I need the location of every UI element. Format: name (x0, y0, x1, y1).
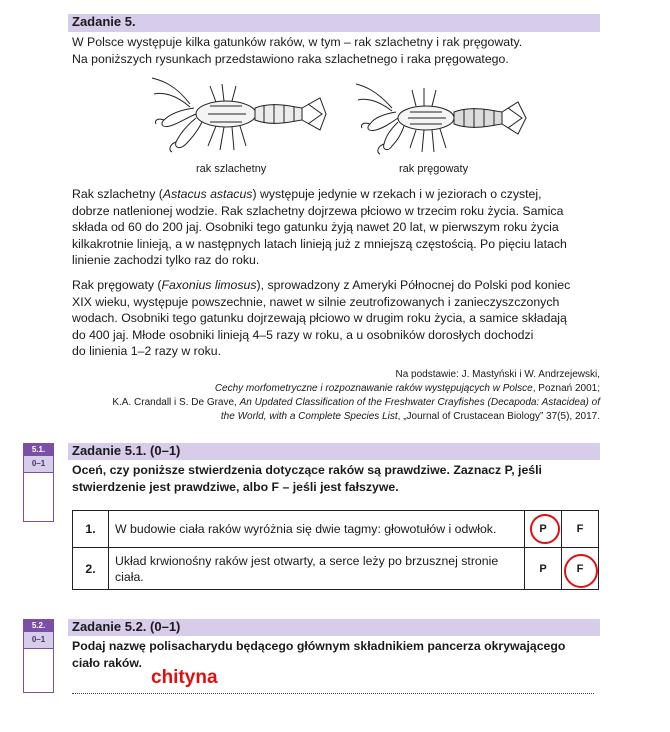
statement-text: Układ krwionośny raków jest otwarty, a serce leży po brzusznej stronie (115, 553, 499, 568)
source-line (112, 382, 600, 396)
score-box[interactable] (23, 648, 54, 693)
text: ), sprowadzony z Ameryki Północnej do Polski pod koniec (256, 278, 571, 292)
paragraph-line: do linienia 1–2 razy w roku. (72, 344, 222, 359)
figure-caption: rak szlachetny (196, 163, 267, 175)
paragraph-line (72, 277, 570, 294)
task-title: Zadanie 5. (72, 14, 136, 29)
task51-badge (23, 443, 54, 522)
task-number-badge: 5.2. (23, 619, 54, 632)
row-number: 2. (73, 548, 109, 590)
answer-mark-circle (564, 554, 598, 588)
option-label: P (539, 523, 547, 535)
paragraph-line: kilkakrotnie linieją, a w następnych latach linieją już z mniejszą częstością. Po pięciu latach (72, 236, 567, 251)
answer-line[interactable] (72, 692, 594, 694)
task-number-badge: 5.1. (23, 443, 54, 456)
paragraph-line: linienie zachodzi tylko raz do roku. (72, 253, 260, 268)
source-title: An Updated Classification of the Freshwater Crayfishes (Decapoda: Astacidea) of (239, 397, 600, 408)
task52-instruction (72, 638, 565, 672)
source-line (112, 396, 600, 410)
paragraph-line: do 400 jaj. Młode osobniki linieją 4–5 razy w roku, a u osobników dorosłych dochodzi (72, 327, 534, 342)
true-false-table (72, 510, 599, 590)
option-label: F (576, 562, 584, 575)
task52-title: Zadanie 5.2. (0–1) (72, 619, 181, 634)
source-title: Cechy morfometryczne i rozpoznawanie raków występujących w Polsce (214, 383, 533, 394)
text: ) występuje jedynie w rzekach i w jeziorach o czystej, (252, 187, 542, 201)
task-intro (72, 34, 522, 67)
option-f[interactable] (562, 511, 599, 548)
intro-line: Na poniższych rysunkach przedstawiono raka szlachetnego i raka pręgowatego. (72, 51, 509, 66)
task51-header (68, 443, 600, 460)
table-row (73, 511, 599, 548)
paragraph-line: składa od 60 do 200 jaj. Osobniki tego gatunku żyją nawet 20 lat, w pierwszym roku życia (72, 220, 559, 235)
source-title: the World, with a Complete Species List (220, 411, 398, 422)
points-badge: 0–1 (23, 456, 54, 472)
species-name: Astacus astacus (162, 187, 253, 201)
paragraph-striped (72, 277, 570, 360)
statement (109, 511, 525, 548)
task52-badge (23, 619, 54, 693)
paragraph-line (72, 186, 567, 203)
instruction-line: stwierdzenie jest prawdziwe, albo F – jeśli jest fałszywe. (72, 480, 399, 494)
paragraph-noble (72, 186, 567, 269)
row-number: 1. (73, 511, 109, 548)
figure-caption: rak pręgowaty (399, 163, 469, 175)
intro-line: W Polsce występuje kilka gatunków raków, w tym – rak szlachetny i rak pręgowaty. (72, 35, 523, 49)
score-box[interactable] (23, 472, 54, 522)
option-p[interactable] (525, 548, 562, 590)
text: Rak szlachetny ( (72, 187, 163, 201)
text: K.A. Crandall i S. De Grave, (112, 397, 240, 408)
task51-instruction (72, 462, 542, 496)
source-line (112, 410, 600, 424)
paragraph-line: XIX wieku, występuje powszechnie, nawet w silnie zeutrofizowanych i zanieczyszczonych (72, 294, 560, 309)
points-badge: 0–1 (23, 632, 54, 648)
paragraph-line: wodach. Osobniki tego gatunku dojrzewają płciowo w drugim roku życia, a samice składają (72, 311, 567, 326)
task51-title: Zadanie 5.1. (0–1) (72, 443, 181, 458)
instruction-line: Podaj nazwę polisacharydu będącego głównym składnikiem pancerza okrywającego (72, 639, 566, 653)
task-header (68, 14, 600, 32)
option-label: P (539, 562, 547, 575)
instruction-line: ciało raków. (72, 656, 142, 670)
text: Rak pręgowaty ( (72, 278, 162, 292)
statement (109, 548, 525, 590)
task52-header (68, 619, 600, 636)
option-label: F (576, 523, 584, 535)
instruction-line: Oceń, czy poniższe stwierdzenia dotyczące raków są prawdziwe. Zaznacz P, jeśli (72, 463, 542, 477)
source-citation (112, 368, 600, 424)
text: , „Journal of Crustacean Biology” 37(5), 2017. (397, 411, 600, 422)
source-line: Na podstawie: J. Mastyński i W. Andrzejewski, (395, 369, 600, 380)
table-row (73, 548, 599, 590)
text: , Poznań 2001; (532, 383, 600, 394)
answer-mark-circle (530, 514, 560, 544)
handwritten-answer: chityna (151, 667, 218, 688)
paragraph-line: dobrze natlenionej wodzie. Rak szlachetny dojrzewa płciowo w trzecim roku życia. Samica (72, 203, 564, 218)
crayfish-figure-noble (150, 74, 330, 162)
species-name: Faxonius limosus (161, 278, 257, 292)
crayfish-figure-striped (354, 78, 530, 162)
statement-text: ciała. (115, 569, 144, 584)
statement-text: W budowie ciała raków wyróżnia się dwie tagmy: głowotułów i odwłok. (115, 522, 497, 536)
